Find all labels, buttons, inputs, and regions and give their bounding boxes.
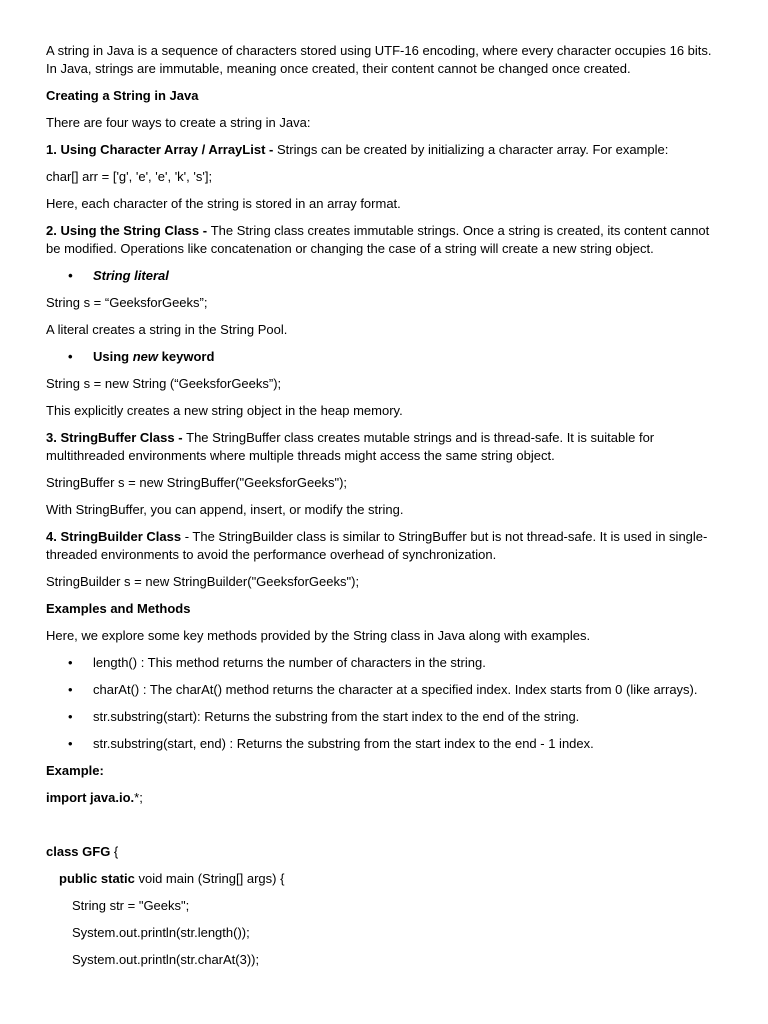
code-class-keyword: class GFG <box>46 844 111 859</box>
intro-paragraph: A string in Java is a sequence of characters stored using UTF-16 encoding, where every character occupies 16 bits. In Java, strings are immutable, meaning once created, their content cannot be changed once created. <box>46 43 712 76</box>
code-main-rest: void main (String[] args) { <box>134 871 285 886</box>
way4-title: 4. StringBuilder Class <box>46 529 182 544</box>
way1-title: 1. Using Character Array / ArrayList - <box>46 142 277 157</box>
example-label: Example: <box>46 763 104 778</box>
code-char-array: char[] arr = ['g', 'e', 'e', 'k', 's']; <box>46 169 213 184</box>
code-charat-line: System.out.println(str.charAt(3)); <box>72 952 260 967</box>
way3-text: The StringBuffer class creates mutable strings and is thread-safe. It is suitable for multithreaded environments where multiple threads might access the same string object. <box>46 430 655 463</box>
way2-paragraph <box>46 222 716 258</box>
code-import-keyword: import java.io. <box>46 790 135 805</box>
bullet-string-literal: • String literal <box>46 267 716 285</box>
way4-paragraph <box>46 528 716 564</box>
way1-text: Strings can be created by initializing a character array. For example: <box>276 142 669 157</box>
new-note: This explicitly creates a new string object in the heap memory. <box>46 403 403 418</box>
code-main-line <box>46 870 716 888</box>
code-import-rest: *; <box>134 790 143 805</box>
method-item-charat: • charAt() : The charAt() method returns the character at a specified index. Index starts from 0 (like arrays). <box>46 681 716 699</box>
buffer-note: With StringBuffer, you can append, insert, or modify the string. <box>46 502 404 517</box>
code-length-line: System.out.println(str.length()); <box>72 925 250 940</box>
code-class-line <box>46 843 716 861</box>
char-array-note: Here, each character of the string is stored in an array format. <box>46 196 401 211</box>
code-main-keyword: public static <box>59 871 135 886</box>
code-import-line <box>46 789 716 807</box>
heading-examples-methods: Examples and Methods <box>46 601 191 616</box>
examples-intro: Here, we explore some key methods provided by the String class in Java along with examples. <box>46 628 591 643</box>
code-str-line: String str = "Geeks"; <box>72 898 190 913</box>
bullet-new-keyword: new <box>132 349 159 364</box>
bullet-list-literal <box>46 267 716 285</box>
blank-line <box>46 816 716 834</box>
literal-note: A literal creates a string in the String Pool. <box>46 322 288 337</box>
method-item-substring-start: • str.substring(start): Returns the substring from the start index to the end of the string. <box>46 708 716 726</box>
way3-title: 3. StringBuffer Class - <box>46 430 187 445</box>
methods-list <box>46 654 716 753</box>
way2-text: The String class creates immutable strings. Once a string is created, its content cannot be modified. Operations like concatenation or changing the case of a string will create a new string object. <box>46 223 710 256</box>
way4-text: - The StringBuilder class is similar to StringBuffer but is not thread-safe. It is used in single-threaded environments to avoid the performance overhead of synchronization. <box>46 529 708 562</box>
way2-title: 2. Using the String Class - <box>46 223 211 238</box>
code-literal: String s = “GeeksforGeeks”; <box>46 295 208 310</box>
code-string-builder: StringBuilder s = new StringBuilder("GeeksforGeeks"); <box>46 574 360 589</box>
method-item-substring-start-end: • str.substring(start, end) : Returns the substring from the start index to the end - 1 index. <box>46 735 716 753</box>
four-ways-paragraph: There are four ways to create a string in Java: <box>46 115 311 130</box>
code-new-string: String s = new String (“GeeksforGeeks”); <box>46 376 282 391</box>
way3-paragraph <box>46 429 716 465</box>
heading-creating-string: Creating a String in Java <box>46 88 199 103</box>
bullet-new-prefix: Using <box>93 349 133 364</box>
code-class-rest: { <box>110 844 119 859</box>
bullet-new-suffix: keyword <box>158 349 215 364</box>
code-string-buffer: StringBuffer s = new StringBuffer("GeeksforGeeks"); <box>46 475 348 490</box>
bullet-using-new <box>46 348 716 366</box>
bullet-list-new <box>46 348 716 366</box>
way1-paragraph <box>46 141 716 159</box>
method-item-length: • length() : This method returns the number of characters in the string. <box>46 654 716 672</box>
